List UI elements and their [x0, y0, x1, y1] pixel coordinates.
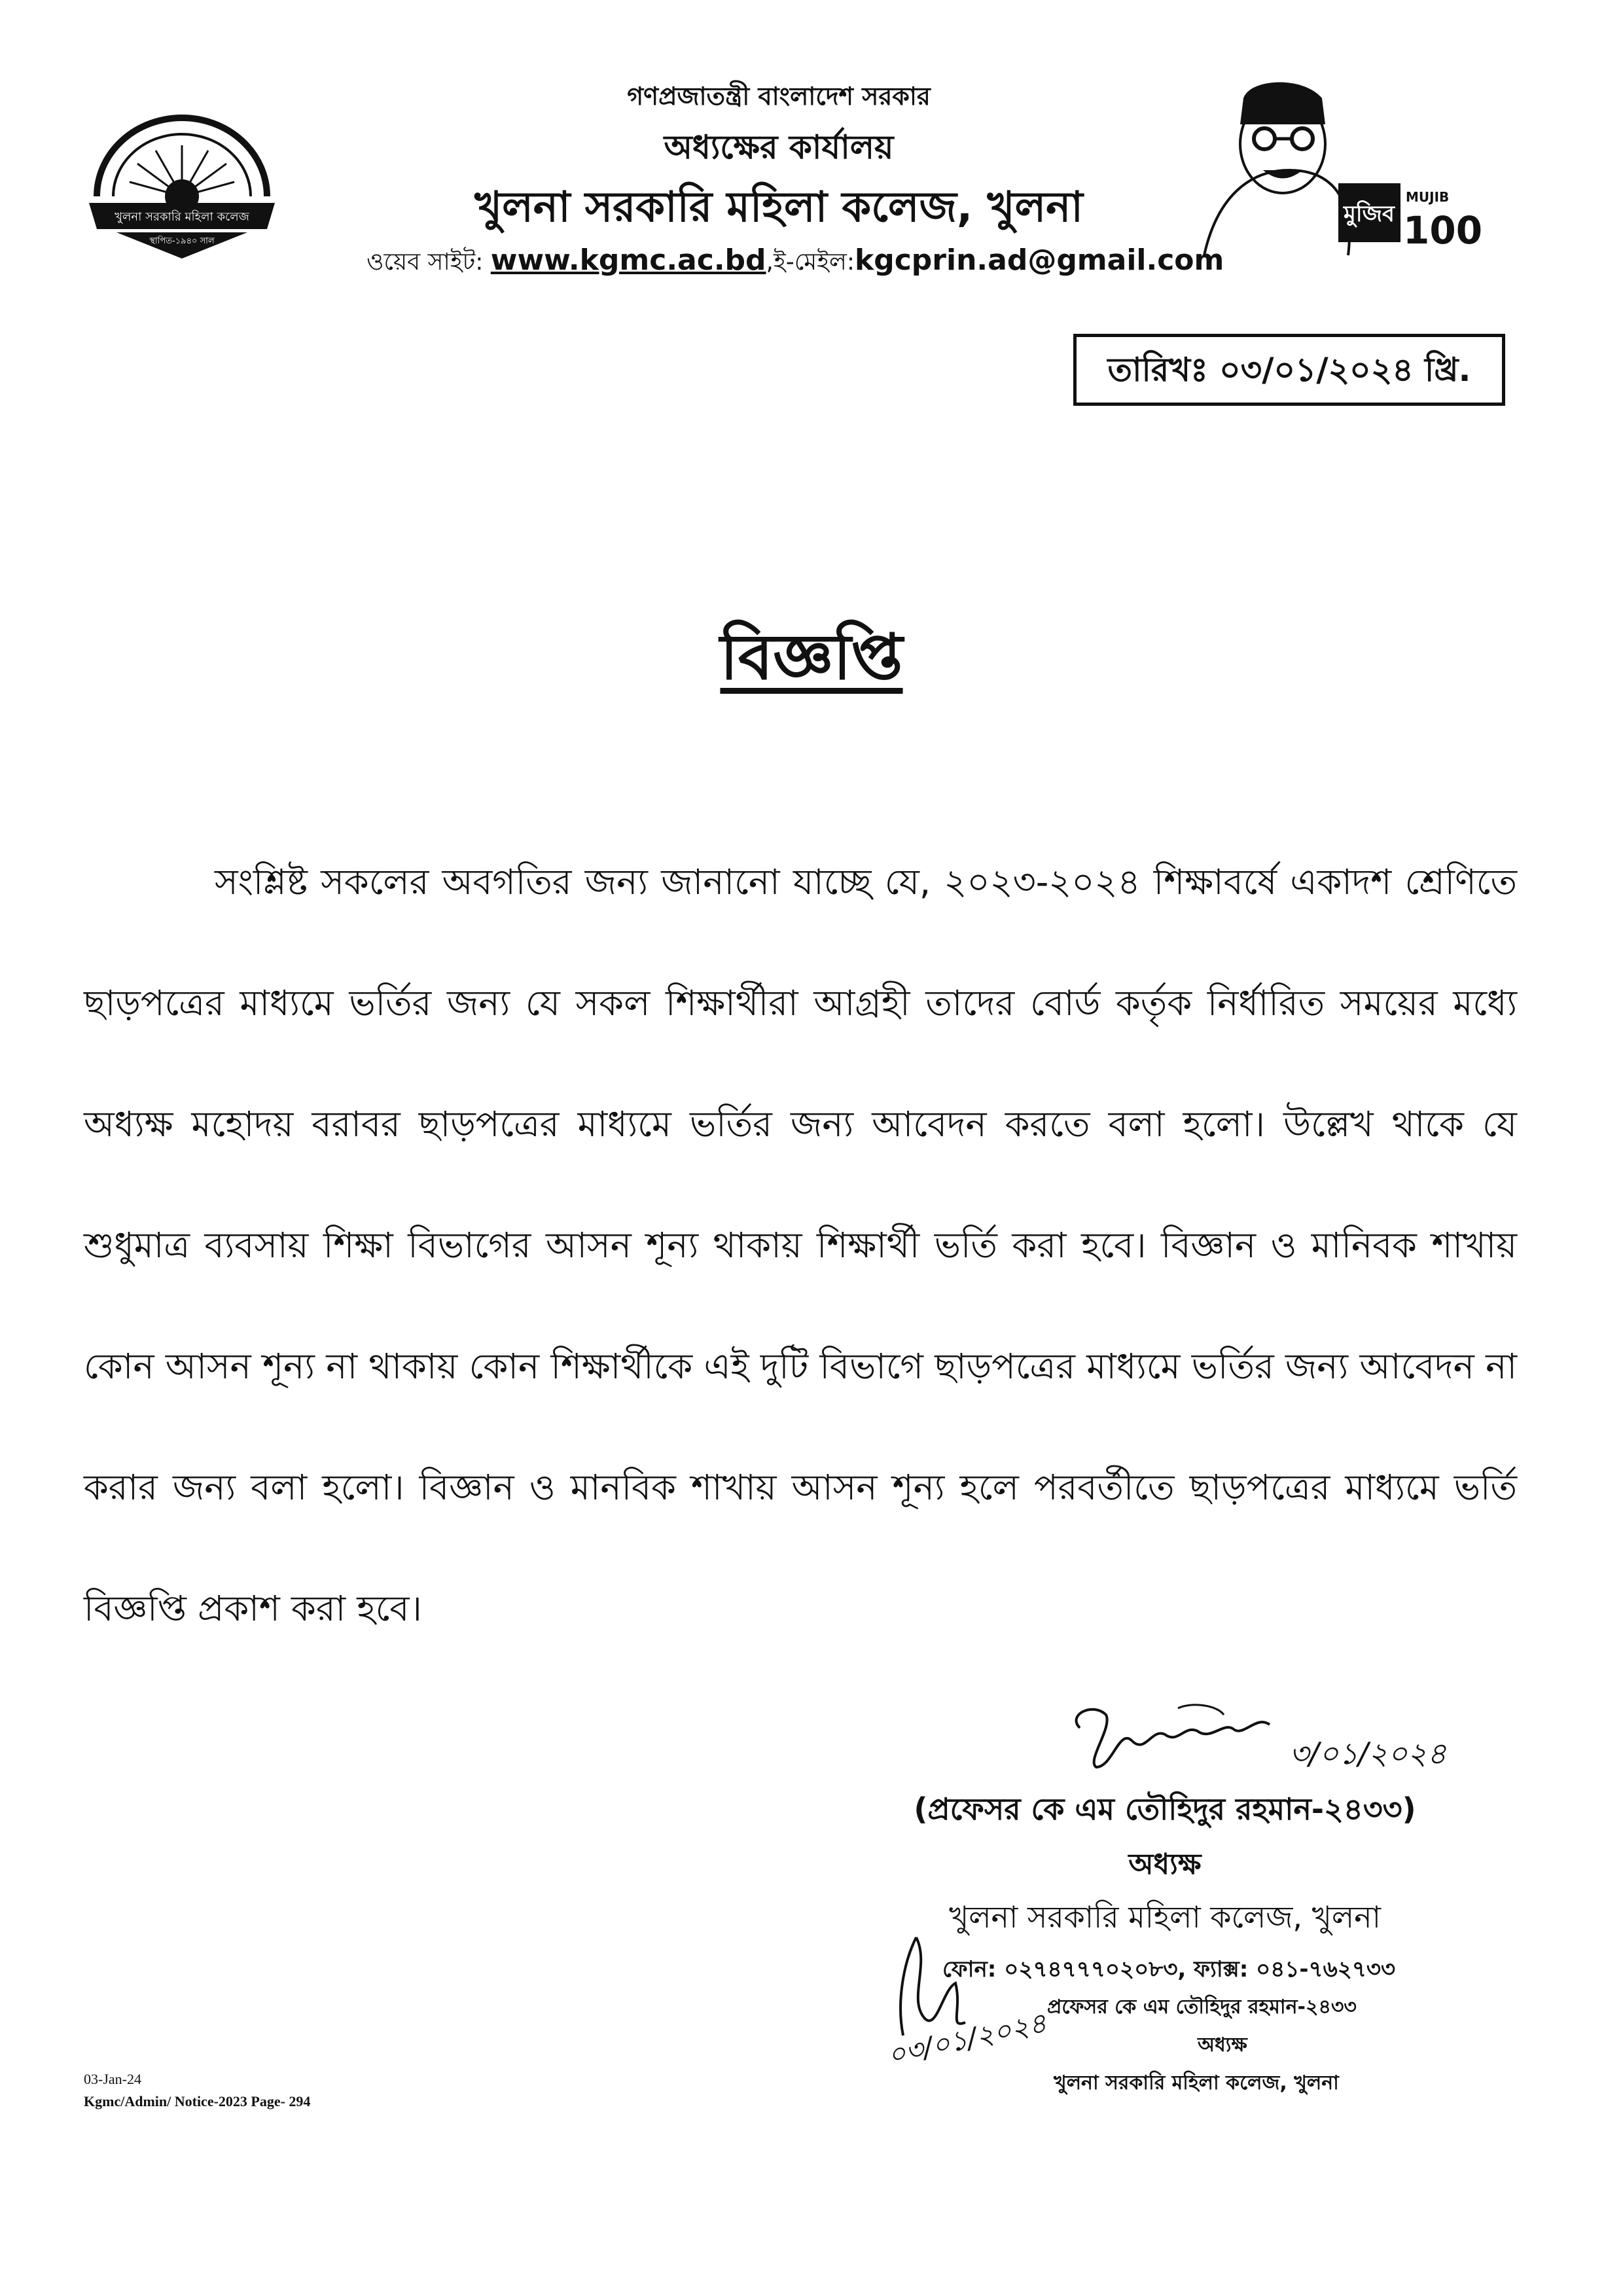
notice-body: সংশ্লিষ্ট সকলের অবগতির জন্য জানানো যাচ্ছে যে, ২০২৩-২০২৪ শিক্ষাবর্ষে একাদশ শ্রেণিতে ছাড়পত্রের মাধ্যমে ভর্তির জন্য যে সকল শিক্ষার্থীরা আগ্রহী তাদের বোর্ড কর্তৃক নির্ধারিত সময়ের মধ্যে অধ্যক্ষ মহোদয় বরাবর ছাড়পত্রের মাধ্যমে ভর্তির জন্য আবেদন করতে বলা হলো। উল্লেখ থাকে যে শুধুমাত্র ব্যবসায় শিক্ষা বিভাগের আসন শূন্য থাকায় শিক্ষার্থী ভর্তি করা হবে। বিজ্ঞান ও মানিবক শাখায় কোন আসন শূন্য না থাকায় কোন শিক্ষার্থীকে এই দুটি বিভাগে ছাড়পত্রের মাধ্যমে ভর্তির জন্য আবেদন না করার জন্য বলা হলো। বিজ্ঞান ও মানবিক শাখায় আসন শূন্য হলে পরবর্তীতে ছাড়পত্রের মাধ্যমে ভর্তি বিজ্ঞপ্তি প্রকাশ করা হবে। — [84, 861, 1517, 1629]
mujib-100-logo — [1178, 72, 1483, 262]
signatory-designation: অধ্যক্ষ — [1128, 1848, 1202, 1881]
mujib-logo-sub: MUJIB — [1406, 189, 1450, 205]
principal-signature — [1060, 1689, 1447, 1787]
signatory-name: (প্রফেসর কে এম তৌহিদুর রহমান-২৪৩৩) — [914, 1791, 1416, 1827]
stamp-designation: অধ্যক্ষ — [1198, 2034, 1247, 2056]
notice-date: তারিখঃ ০৩/০১/২০২৪ খ্রি. — [1073, 334, 1505, 406]
signature-handwritten-date: ৩/০১/২০২৪ — [1289, 1736, 1447, 1771]
website-label: ওয়েব সাইট: — [366, 249, 484, 276]
college-name: খুলনা সরকারি মহিলা কলেজ, খুলনা — [474, 183, 1083, 232]
office-name: অধ্যক্ষের কার্যালয় — [664, 128, 894, 166]
stamp-name: প্রফেসর কে এম তৌহিদুর রহমান-২৪৩৩ — [1047, 1996, 1357, 2018]
footer-date: 03-Jan-24 — [84, 2071, 141, 2087]
college-logo-text: খুলনা সরকারি মহিলা কলেজ — [115, 210, 249, 224]
website-link[interactable]: www.kgmc.ac.bd — [490, 243, 766, 277]
college-logo — [77, 98, 287, 262]
second-signature-date: ০৩/০১/২০২৪ — [884, 2006, 1050, 2072]
second-signature — [877, 1924, 1073, 2081]
stamp-college: খুলনা সরকারি মহিলা কলেজ, খুলনা — [1054, 2072, 1339, 2094]
footer-reference: Kgmc/Admin/ Notice-2023 Page- 294 — [84, 2093, 311, 2109]
stamp-phone: ফোন: ০২৭৪৭৭৭০২০৮৩, ফ্যাক্স: ০৪১-৭৬২৭৩৩ — [942, 1956, 1396, 1982]
contact-line — [366, 243, 1283, 283]
mujib-logo-number: 100 — [1403, 208, 1483, 253]
college-logo-established: স্থাপিত-১৯৪০ সাল — [149, 236, 215, 246]
footer-reference-block — [84, 2068, 310, 2113]
signatory-college: খুলনা সরকারি মহিলা কলেজ, খুলনা — [949, 1899, 1381, 1935]
email-link[interactable]: kgcprin.ad@gmail.com — [854, 243, 1224, 277]
mujib-logo-text: মুজিব — [1344, 201, 1395, 227]
email-label: ,ই-মেইল: — [766, 249, 855, 276]
government-name: গণপ্রজাতন্ত্রী বাংলাদেশ সরকার — [627, 82, 931, 111]
notice-title: বিজ্ঞপ্তি — [720, 620, 903, 694]
